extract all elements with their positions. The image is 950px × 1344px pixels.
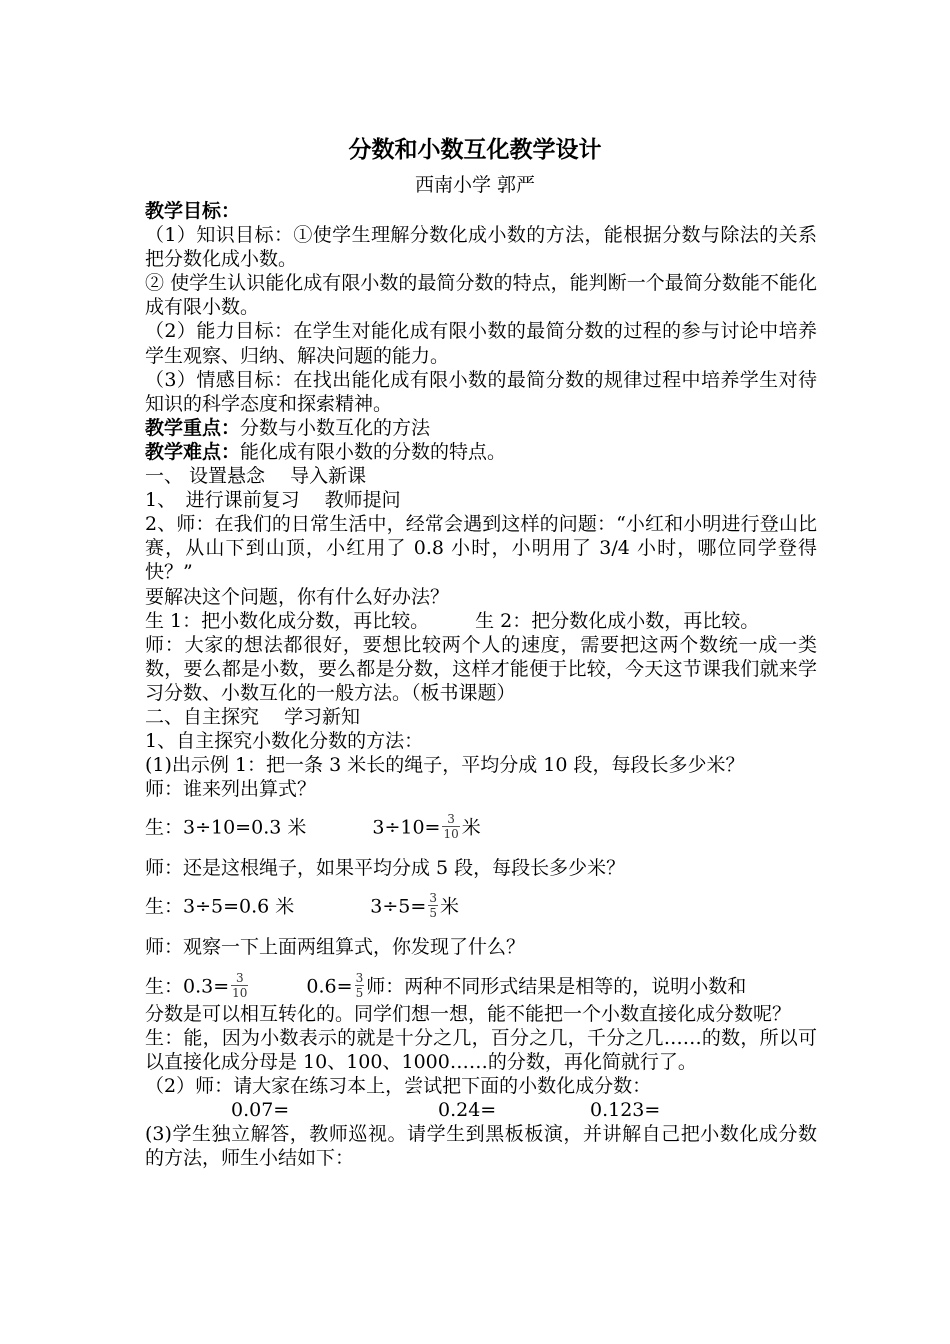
practice-instruction: （2）师：请大家在练习本上，尝试把下面的小数化成分数：: [145, 1074, 652, 1097]
section-2-step-1: 1、自主探究小数化分数的方法：: [145, 730, 424, 753]
teacher-summary: 师：大家的想法都很好，要想比较两个人的速度，需要把这两个数统一成一类数，要么都是小数，要么都是分数，这样才能便于比较，今天这节课我们就来学习分数、小数互化的一般方法。（板书课题）: [145, 633, 817, 704]
equation-3a: 生：0.3=: [145, 975, 230, 998]
teacher-remark: 师：两种不同形式结果是相等的，说明小数和: [366, 975, 747, 998]
equation-3b: 0.6=: [306, 975, 353, 998]
equation-1b: 3÷10=: [372, 816, 441, 839]
teacher-question-2: 师：还是这根绳子，如果平均分成 5 段，每段长多少米？: [145, 857, 626, 880]
teacher-question-1: 师：谁来列出算式？: [145, 778, 317, 801]
section-2-heading: 二、自主探究 学习新知: [145, 705, 361, 728]
fraction-3-5: $\frac{3}{5}$: [429, 891, 437, 921]
student-2-answer: 生 2：把分数化成小数，再比较。: [475, 609, 760, 632]
student-answers: [145, 609, 817, 633]
difficulty: [145, 440, 817, 464]
goal-ability: （2）能力目标：在学生对能化成有限小数的最简分数的过程的参与讨论中培养学生观察、归纳、解决问题的能力。: [145, 320, 817, 367]
student-1-answer: 生 1：把小数化成分数，再比较。: [145, 609, 430, 632]
decimal-0-07: 0.07=: [231, 1098, 290, 1121]
document-author: 西南小学 郭严: [414, 174, 536, 196]
teacher-remark-continued: 分数是可以相互转化的。同学们想一想，能不能把一个小数直接化成分数呢？: [145, 1002, 792, 1025]
key-point-label: 教学重点：: [145, 416, 241, 439]
student-explanation: 生：能，因为小数表示的就是十分之几，百分之几，千分之几……的数，所以可以直接化成分母是 10、100、1000……的分数，再化简就行了。: [145, 1026, 817, 1073]
student-board-work: (3)学生独立解答，教师巡视。请学生到黑板板演，并讲解自己把小数化成分数的方法，师生小结如下：: [145, 1122, 817, 1169]
example-1: (1)出示例 1：把一条 3 米长的绳子，平均分成 10 段，每段长多少米？: [145, 754, 745, 777]
section-1-step-1: 1、 进行课前复习 教师提问: [145, 489, 401, 512]
decimal-0-24: 0.24=: [438, 1098, 497, 1121]
document-body: [145, 199, 817, 1170]
difficulty-text: 能化成有限小数的分数的特点。: [240, 440, 507, 463]
fraction-3-10-b: $\frac{3}{10}$: [232, 970, 248, 1000]
equation-2b: 3÷5=: [370, 895, 427, 918]
document-title: 分数和小数互化教学设计: [348, 137, 602, 163]
section-1-heading: 一、 设置悬念 导入新课: [145, 465, 367, 488]
equation-row-2: 生：3÷5=0.6 米 3÷5= $\frac{3}{5}$ 米: [145, 891, 459, 921]
goals-heading: 教学目标：: [145, 200, 241, 222]
equation-row-1: 生：3÷10=0.3 米 3÷10= $\frac{3}{10}$ 米: [145, 812, 481, 842]
section-1-step-2: 2、师：在我们的日常生活中，经常会遇到这样的问题：“小红和小明进行登山比赛，从山下到山顶，小红用了 0.8 小时，小明用了 3/4 小时，哪位同学登得快？”: [145, 513, 817, 584]
difficulty-label: 教学难点：: [145, 440, 241, 463]
decimal-0-123: 0.123=: [590, 1098, 661, 1121]
key-point: [145, 416, 817, 440]
section-1-question: 要解决这个问题，你有什么好办法？: [145, 585, 450, 608]
equation-row-3: [145, 970, 817, 1002]
fraction-3-10: $\frac{3}{10}$: [443, 812, 459, 842]
goal-emotion: （3）情感目标：在找出能化成有限小数的最简分数的规律过程中培养学生对待知识的科学态度和探索精神。: [145, 368, 817, 415]
goal-knowledge-2: ② 使学生认识能化成有限小数的最简分数的特点，能判断一个最简分数能不能化成有限小数。: [145, 272, 817, 319]
practice-decimals: [145, 1098, 817, 1122]
teacher-question-3: 师：观察一下上面两组算式，你发现了什么？: [145, 936, 526, 959]
equation-2a: 生：3÷5=0.6 米: [145, 895, 295, 918]
equation-1a: 生：3÷10=0.3 米: [145, 816, 307, 839]
fraction-3-5-b: $\frac{3}{5}$: [355, 970, 364, 1000]
goal-knowledge: （1）知识目标：①使学生理解分数化成小数的方法，能根据分数与除法的关系把分数化成小数。: [145, 224, 817, 271]
key-point-text: 分数与小数互化的方法: [240, 416, 431, 439]
